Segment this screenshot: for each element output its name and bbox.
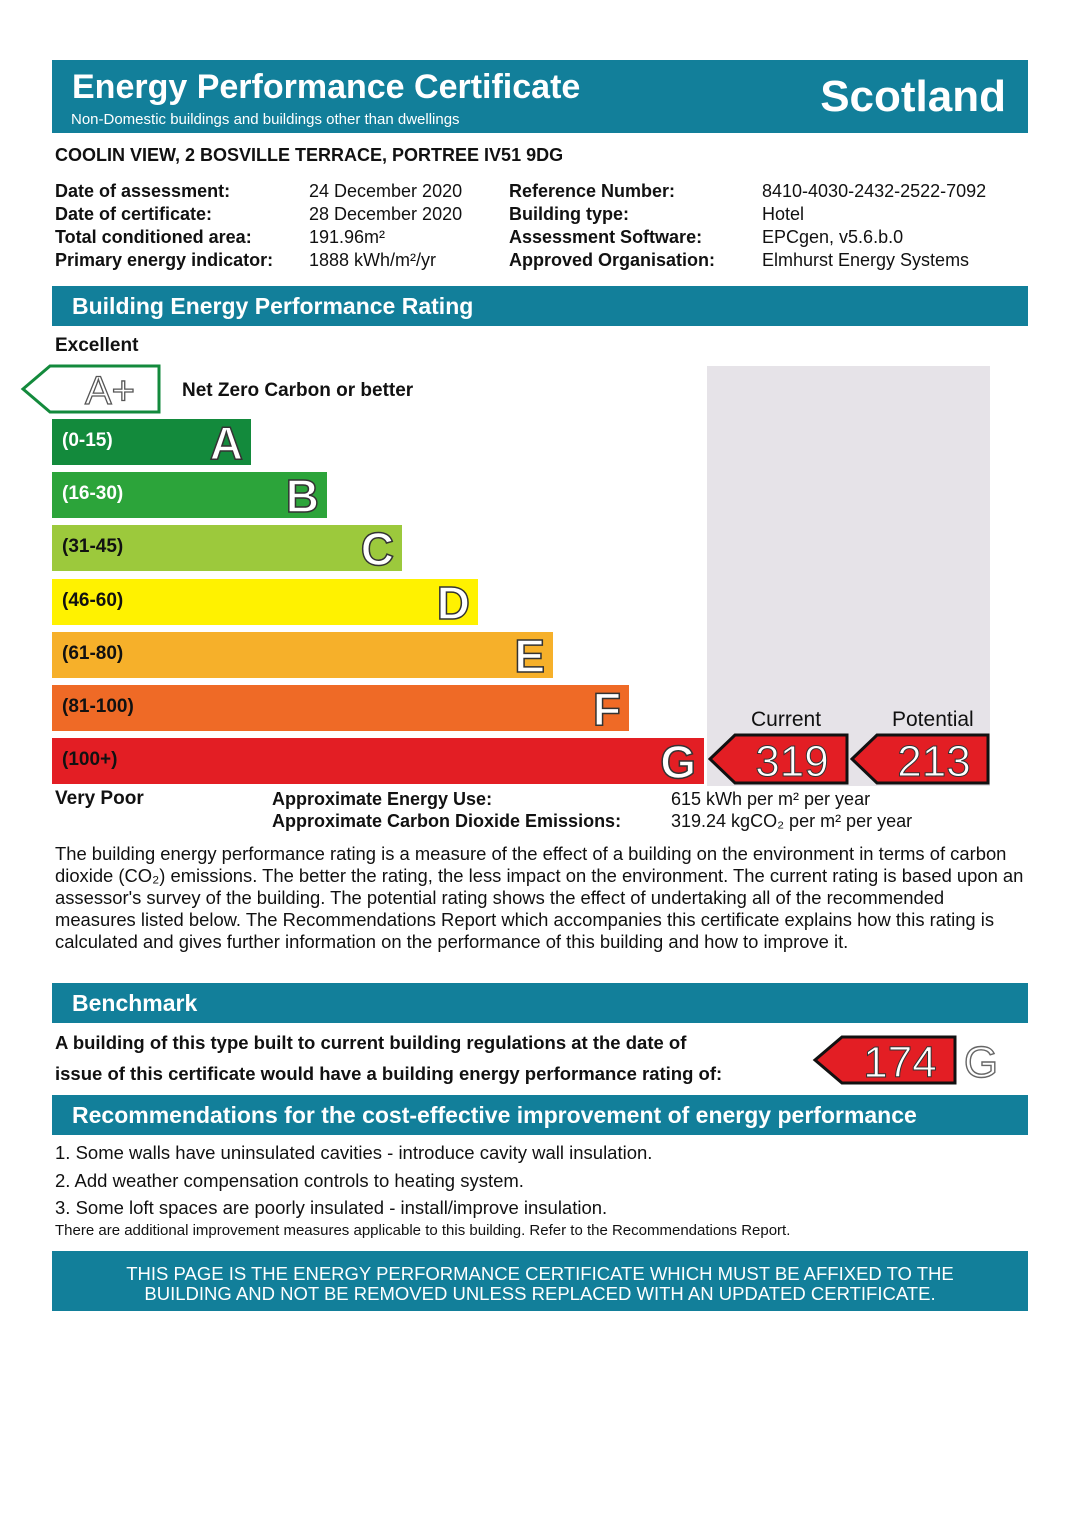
rating-section-header [52, 286, 1028, 326]
rating-band-b [52, 470, 327, 522]
certificate-footer [52, 1251, 1028, 1311]
band-range: (31-45) [62, 536, 124, 557]
rating-section-title: Building Energy Performance Rating [72, 293, 474, 319]
benchmark-value: 174 [863, 1038, 937, 1086]
current-rating-arrow-icon [708, 733, 850, 785]
band-letter: D [436, 577, 470, 629]
recommendation-item: 2. Add weather compensation controls to heating system. [55, 1170, 524, 1191]
value-approved-organisation: Elmhurst Energy Systems [762, 250, 970, 270]
benchmark-section-header [52, 983, 1028, 1023]
rating-band-e [52, 630, 553, 682]
certificate-title: Energy Performance Certificate [72, 68, 581, 106]
band-range: (0-15) [62, 430, 113, 451]
very-poor-label: Very Poor [55, 788, 144, 809]
potential-rating-arrow-icon [850, 733, 991, 785]
band-letter: G [660, 736, 696, 788]
co2-label: Approximate Carbon Dioxide Emissions: [272, 811, 622, 831]
rating-band-d [52, 577, 478, 629]
band-range: (16-30) [62, 483, 124, 504]
recommendation-item: 3. Some loft spaces are poorly insulated - install/improve insulation. [55, 1197, 608, 1218]
benchmark-rating-arrow-icon [812, 1034, 958, 1086]
recommendations-section-header [52, 1095, 1028, 1135]
rating-band-c [52, 523, 402, 575]
energy-use-label: Approximate Energy Use: [272, 789, 493, 809]
current-label: Current [751, 708, 822, 731]
property-address: COOLIN VIEW, 2 BOSVILLE TERRACE, PORTREE IV51 9DG [55, 145, 564, 165]
value-assessment-software: EPCgen, v5.6.b.0 [762, 227, 904, 247]
label-total-area: Total conditioned area: [55, 227, 252, 247]
band-range: (61-80) [62, 643, 124, 664]
band-letter: F [592, 683, 621, 735]
benchmark-line-2: issue of this certificate would have a building energy performance rating of: [55, 1063, 723, 1084]
info-left-values [309, 180, 462, 272]
label-date-of-certificate: Date of certificate: [55, 204, 213, 224]
rating-description: The building energy performance rating is a measure of the effect of a building on the environment in terms of carbon dioxide (CO₂) emissions. The better the rating, the less impact on the environment. The current rating is based upon an assessor's survey of the building. The potential rating shows the effect of undertaking all of the recommended measures listed below. The Recommendations Report which accompanies this certificate explains how this rating is calculated and gives further information on the performance of this building and how to improve it. [55, 843, 1024, 952]
potential-label: Potential [892, 708, 974, 731]
co2-value: 319.24 kgCO₂ per m² per year [671, 811, 913, 831]
info-left-labels [55, 180, 273, 272]
value-date-of-certificate: 28 December 2020 [309, 204, 463, 224]
band-letter: C [360, 523, 394, 575]
benchmark-letter: G [963, 1038, 999, 1086]
band-range: (81-100) [62, 696, 134, 717]
info-right-labels [509, 180, 715, 272]
rating-band-a [52, 417, 251, 469]
footer-line-2: BUILDING AND NOT BE REMOVED UNLESS REPLACED WITH AN UPDATED CERTIFICATE. [144, 1283, 936, 1304]
value-primary-energy: 1888 kWh/m²/yr [309, 250, 437, 270]
benchmark-title: Benchmark [72, 990, 198, 1016]
label-assessment-software: Assessment Software: [509, 227, 703, 247]
aplus-letter: A+ [84, 369, 136, 413]
label-approved-organisation: Approved Organisation: [509, 250, 716, 270]
label-primary-energy: Primary energy indicator: [55, 250, 274, 270]
excellent-label: Excellent [55, 335, 139, 356]
current-rating-value: 319 [755, 737, 829, 785]
value-date-of-assessment: 24 December 2020 [309, 181, 463, 201]
rating-band-f [52, 683, 629, 735]
aplus-arrow-icon [20, 364, 162, 414]
recommendations-title: Recommendations for the cost-effective improvement of energy performance [72, 1102, 917, 1128]
footer-line-1: THIS PAGE IS THE ENERGY PERFORMANCE CERTIFICATE WHICH MUST BE AFFIXED TO THE [126, 1263, 954, 1284]
band-range: (46-60) [62, 590, 124, 611]
band-letter: E [514, 630, 545, 682]
value-total-area: 191.96m² [309, 227, 386, 247]
recommendation-item: 1. Some walls have uninsulated cavities - introduce cavity wall insulation. [55, 1142, 653, 1163]
certificate-subtitle: Non-Domestic buildings and buildings other than dwellings [71, 111, 460, 128]
recommendations-note: There are additional improvement measures applicable to this building. Refer to the Recommendations Report. [55, 1222, 791, 1239]
aplus-description: Net Zero Carbon or better [182, 380, 414, 401]
info-right-values [762, 180, 986, 272]
band-range: (100+) [62, 749, 118, 770]
certificate-header [52, 60, 1028, 133]
label-reference-number: Reference Number: [509, 181, 676, 201]
potential-rating-value: 213 [897, 737, 971, 785]
benchmark-line-1: A building of this type built to current building regulations at the date of [55, 1032, 687, 1053]
country-label: Scotland [820, 72, 1006, 121]
band-letter: A [209, 417, 243, 469]
band-letter: B [285, 470, 319, 522]
rating-band-g [52, 736, 704, 788]
value-reference-number: 8410-4030-2432-2522-7092 [762, 181, 987, 201]
energy-use-value: 615 kWh per m² per year [671, 789, 871, 809]
value-building-type: Hotel [762, 204, 805, 224]
benchmark-letter-icon [958, 1034, 1004, 1086]
label-building-type: Building type: [509, 204, 629, 224]
label-date-of-assessment: Date of assessment: [55, 181, 231, 201]
